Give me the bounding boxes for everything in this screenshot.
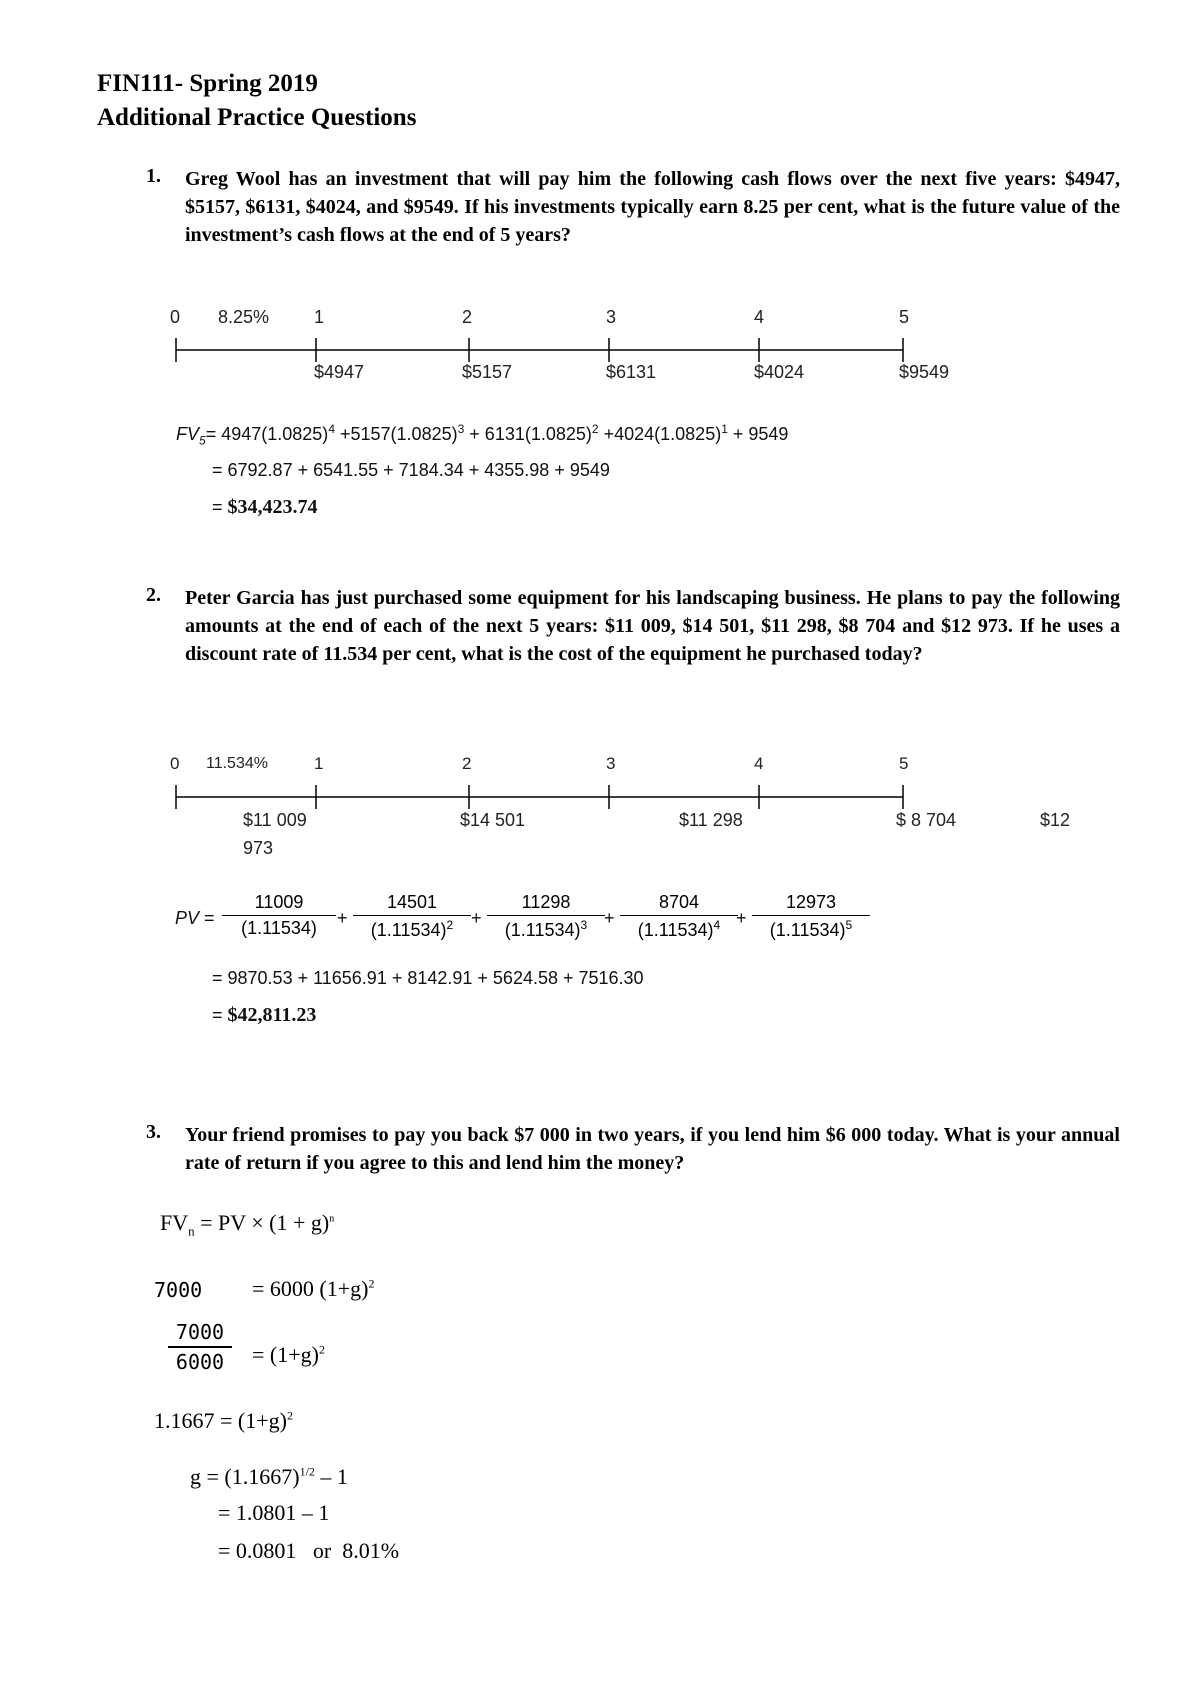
fv-label: FV <box>176 424 200 444</box>
fv-exp-2: 3 <box>457 422 465 436</box>
fv-line-2: = 6792.87 + 6541.55 + 7184.34 + 4355.98 + 9549 <box>212 460 610 480</box>
step-1-rhs: = 6000 (1+g) <box>252 1276 369 1301</box>
pv-fraction-4-den: (1.11534) <box>637 920 714 940</box>
timeline-2-cf-3: $11 298 <box>679 810 743 830</box>
timeline-1-cf-3: $6131 <box>606 362 657 382</box>
pv-fraction-4 <box>620 892 738 941</box>
pv-fraction-4-num: 8704 <box>658 892 700 912</box>
step-1-lhs: 7000 <box>154 1278 203 1302</box>
growth-formula-sub: n <box>188 1223 195 1239</box>
pv-result-line <box>212 1004 316 1027</box>
timeline-1-rate: 8.25% <box>218 307 270 327</box>
timeline-2-cf-1: $11 009 <box>243 810 307 830</box>
pv-fraction-1-num: 11009 <box>254 892 304 912</box>
question-2-text: Peter Garcia has just purchased some equipment for his landscaping business. He plans to pay the following amounts at the end of each of the next 5 years: $11 009, $14 501, $11 298, $8 704 and $12 973. If he uses a discount rate of 11.534 per cent, what is the cost of the equipment he purchased today? <box>185 587 1120 665</box>
fv-term-1: 4947(1.0825) <box>221 424 329 444</box>
fv-term-2: +5157(1.0825) <box>335 424 458 444</box>
timeline-1-period-3: 3 <box>606 307 617 327</box>
question-1-number: 1. <box>146 165 161 187</box>
timeline-2-period-4: 4 <box>754 754 764 773</box>
step-3-text: 1.1667 = (1+g) <box>154 1408 287 1433</box>
step-4-line <box>190 1464 348 1490</box>
pv-fraction-1 <box>222 892 336 939</box>
pv-fraction-3 <box>487 892 605 941</box>
fv-exp-4: 1 <box>721 422 728 436</box>
step-3-exp: 2 <box>286 1408 293 1423</box>
timeline-1-cf-4: $4024 <box>754 362 805 382</box>
pv-label: PV <box>175 908 200 928</box>
pv-fraction-5-num: 12973 <box>785 892 837 912</box>
timeline-2-axis <box>170 782 910 812</box>
growth-formula-lhs: FV <box>160 1210 189 1235</box>
step-6-line: = 0.0801 or 8.01% <box>218 1538 400 1563</box>
question-3-number: 3. <box>146 1121 161 1143</box>
fv-exp-1: 4 <box>328 422 335 436</box>
timeline-2-period-3: 3 <box>606 754 616 773</box>
fv-result-line <box>212 496 318 519</box>
step-4-text: g = (1.1667) <box>190 1464 300 1489</box>
timeline-1-period-2: 2 <box>462 307 473 327</box>
pv-fraction-1-den: (1.11534) <box>241 918 317 938</box>
growth-formula-exp: n <box>329 1213 335 1225</box>
timeline-1-period-0: 0 <box>170 307 181 327</box>
timeline-2-cf-4: $ 8 704 <box>896 810 957 830</box>
pv-plus-3: + <box>604 908 615 928</box>
step-2-num: 7000 <box>175 1320 225 1344</box>
pv-fraction-2-num: 14501 <box>386 892 438 912</box>
timeline-1-period-5: 5 <box>899 307 910 327</box>
pv-fraction-2-den: (1.11534) <box>370 920 447 940</box>
timeline-2-cf-5: $12 <box>1040 810 1071 830</box>
timeline-1-cf-5: $9549 <box>899 362 950 382</box>
fv-term-4: +4024(1.0825) <box>598 424 722 444</box>
timeline-1-cf-2: $5157 <box>462 362 513 382</box>
growth-formula <box>160 1210 334 1239</box>
step-3-line <box>154 1408 293 1434</box>
pv-fraction-5-exp: 5 <box>845 918 853 932</box>
pv-line-2: = 9870.53 + 11656.91 + 8142.91 + 5624.58 + 7516.30 <box>212 968 644 988</box>
fv-subscript: 5 <box>199 433 206 448</box>
pv-fraction-3-den: (1.11534) <box>504 920 581 940</box>
pv-fraction-2-exp: 2 <box>446 918 454 932</box>
pv-fraction-5-den: (1.11534) <box>769 920 846 940</box>
pv-fraction-2 <box>353 892 471 941</box>
timeline-2-period-2: 2 <box>462 754 472 773</box>
timeline-2-rate: 11.534% <box>206 755 268 772</box>
fv-term-5: + 9549 <box>727 424 789 444</box>
page-subtitle: Additional Practice Questions <box>97 104 417 131</box>
question-3-text: Your friend promises to pay you back $7 000 in two years, if you lend him $6 000 today. What is your annual rate of return if you agree to this and lend him the money? <box>185 1124 1120 1174</box>
step-2-fraction <box>168 1320 232 1374</box>
pv-label-line: PV = <box>175 908 215 928</box>
question-2-number: 2. <box>146 584 161 606</box>
timeline-2-period-5: 5 <box>899 754 909 773</box>
fv-result-prefix: = <box>212 497 228 517</box>
pv-fraction-5 <box>752 892 870 941</box>
step-1-exp: 2 <box>368 1276 375 1291</box>
pv-plus-2: + <box>471 908 482 928</box>
pv-plus-1: + <box>337 908 348 928</box>
fv-term-3: + 6131(1.0825) <box>464 424 592 444</box>
pv-plus-4: + <box>736 908 747 928</box>
fv-equation: $FV_5= 4947(1.0825)^4 +5157(1.0825)^3 + 6131(1.0825)^2 +4024(1.0825)^1 + 9549$ <box>176 422 789 448</box>
timeline-1-period-4: 4 <box>754 307 765 327</box>
pv-fraction-3-exp: 3 <box>580 918 588 932</box>
growth-formula-rhs: = PV × (1 + g) <box>194 1210 330 1235</box>
fv-exp-3: 2 <box>591 422 599 436</box>
fv-result: $34,423.74 <box>227 496 318 518</box>
step-2-exp: 2 <box>318 1342 325 1357</box>
timeline-2-period-0: 0 <box>170 754 180 773</box>
step-2-rhs-line <box>252 1342 325 1368</box>
pv-result: $42,811.23 <box>227 1004 317 1026</box>
pv-result-prefix: = <box>212 1005 228 1025</box>
timeline-1-cf-1: $4947 <box>314 362 365 382</box>
timeline-1-period-1: 1 <box>314 307 325 327</box>
step-1-rhs-line <box>252 1276 374 1302</box>
pv-fraction-4-exp: 4 <box>713 918 721 932</box>
step-4-exp: 1/2 <box>299 1464 315 1479</box>
timeline-2-cf-2: $14 501 <box>460 810 526 830</box>
timeline-1-axis <box>170 335 910 365</box>
step-4-tail: – 1 <box>314 1464 348 1489</box>
step-2-den: 6000 <box>175 1350 225 1374</box>
step-2-rhs: = (1+g) <box>252 1342 319 1367</box>
pv-fraction-3-num: 11298 <box>521 892 571 912</box>
step-5-line: = 1.0801 – 1 <box>218 1500 330 1525</box>
question-1-text: Greg Wool has an investment that will pay him the following cash flows over the next five years: $4947, $5157, $6131, $4024, and $9549. If his investments typically earn 8.25 per cent, what is the future value of the investment’s cash flows at the end of 5 years? <box>185 168 1120 246</box>
timeline-2-period-1: 1 <box>314 754 324 773</box>
timeline-2-cf-1-wrap: 973 <box>243 838 274 858</box>
course-title: FIN111- Spring 2019 <box>97 70 318 97</box>
